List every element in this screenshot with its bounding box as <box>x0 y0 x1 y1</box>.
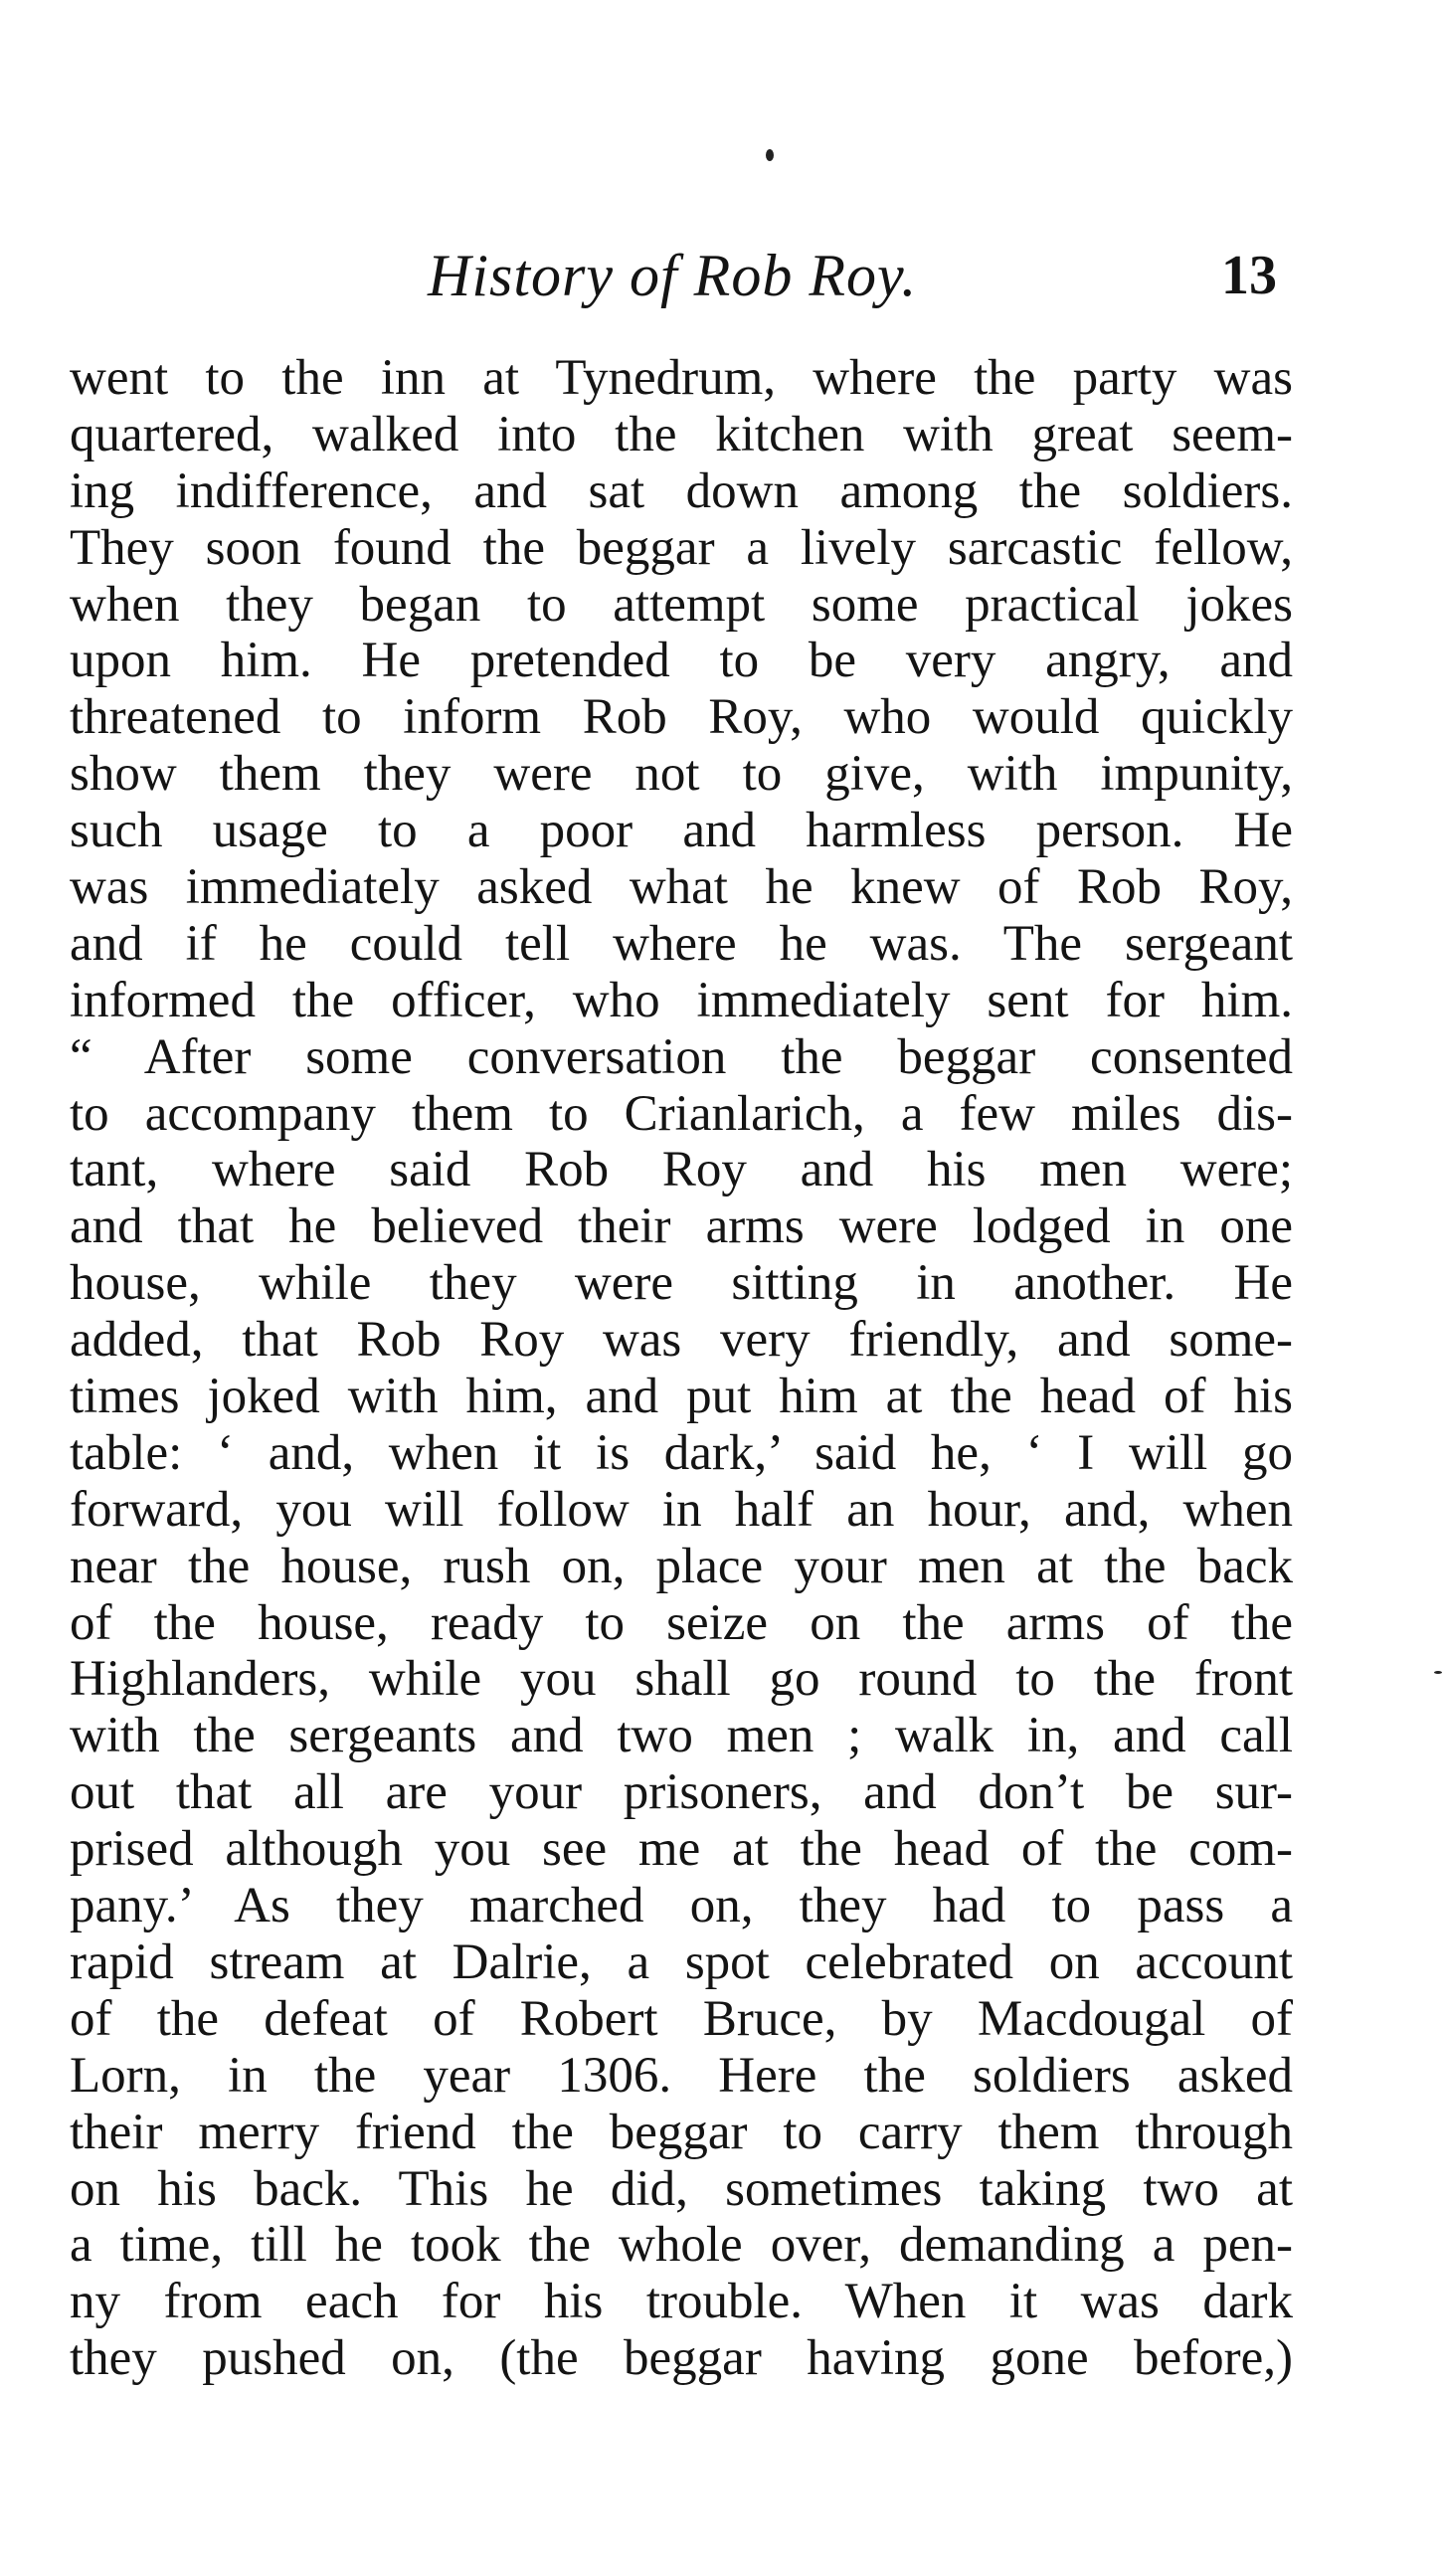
text-line: ing indifference, and sat down among the soldiers. <box>70 462 1293 519</box>
text-line: pany.’ As they marched on, they had to pass a <box>70 1878 1293 1934</box>
text-line: they pushed on, (the beggar having gone before,) <box>70 2330 1293 2387</box>
text-line: and if he could tell where he was. The sergeant <box>70 915 1293 972</box>
text-line: was immediately asked what he knew of Rob Roy, <box>70 859 1293 916</box>
text-line: upon him. He pretended to be very angry, and <box>70 633 1293 689</box>
text-line: with the sergeants and two men ; walk in, and call <box>70 1708 1293 1764</box>
running-title: History of Rob Roy. <box>428 243 918 308</box>
text-line: show them they were not to give, with impunity, <box>70 746 1293 803</box>
text-line: threatened to inform Rob Roy, who would quickly <box>70 689 1293 746</box>
body-text <box>70 350 1293 2387</box>
text-line: informed the officer, who immediately sent for him. <box>70 972 1293 1028</box>
text-line: Highlanders, while you shall go round to the front <box>70 1651 1293 1708</box>
text-line: of the defeat of Robert Bruce, by Macdougal of <box>70 1990 1293 2047</box>
text-line: quartered, walked into the kitchen with great seem- <box>70 406 1293 462</box>
text-line: out that all are your prisoners, and don’t be sur- <box>70 1764 1293 1821</box>
page-number: 13 <box>1221 245 1277 306</box>
text-line: near the house, rush on, place your men at the back <box>70 1538 1293 1594</box>
text-line: rapid stream at Dalrie, a spot celebrated on account <box>70 1933 1293 1990</box>
page-header <box>0 231 1446 320</box>
ink-speck-top <box>766 149 774 161</box>
text-line: tant, where said Rob Roy and his men were; <box>70 1142 1293 1198</box>
text-line: forward, you will follow in half an hour, and, when <box>70 1481 1293 1538</box>
text-line: a time, till he took the whole over, demanding a pen- <box>70 2217 1293 2274</box>
text-line: on his back. This he did, sometimes taking two at <box>70 2160 1293 2217</box>
text-line: to accompany them to Crianlarich, a few miles dis- <box>70 1085 1293 1142</box>
text-line: such usage to a poor and harmless person. He <box>70 803 1293 859</box>
text-line: “ After some conversation the beggar consented <box>70 1028 1293 1085</box>
text-line: Lorn, in the year 1306. Here the soldiers asked <box>70 2047 1293 2104</box>
text-line: their merry friend the beggar to carry them through <box>70 2104 1293 2160</box>
text-line: They soon found the beggar a lively sarcastic fellow, <box>70 519 1293 576</box>
ink-speck-right <box>1434 1671 1442 1674</box>
text-line: and that he believed their arms were lodged in one <box>70 1198 1293 1255</box>
text-line: prised although you see me at the head of the com- <box>70 1821 1293 1878</box>
text-line: of the house, ready to seize on the arms of the <box>70 1594 1293 1651</box>
text-line: ny from each for his trouble. When it was dark <box>70 2274 1293 2330</box>
text-line: went to the inn at Tynedrum, where the party was <box>70 350 1293 406</box>
text-line: added, that Rob Roy was very friendly, and some- <box>70 1312 1293 1369</box>
text-line: house, while they were sitting in another. He <box>70 1255 1293 1312</box>
text-line: times joked with him, and put him at the head of his <box>70 1369 1293 1425</box>
text-line: when they began to attempt some practical jokes <box>70 576 1293 633</box>
text-line: table: ‘ and, when it is dark,’ said he, ‘ I will go <box>70 1424 1293 1481</box>
